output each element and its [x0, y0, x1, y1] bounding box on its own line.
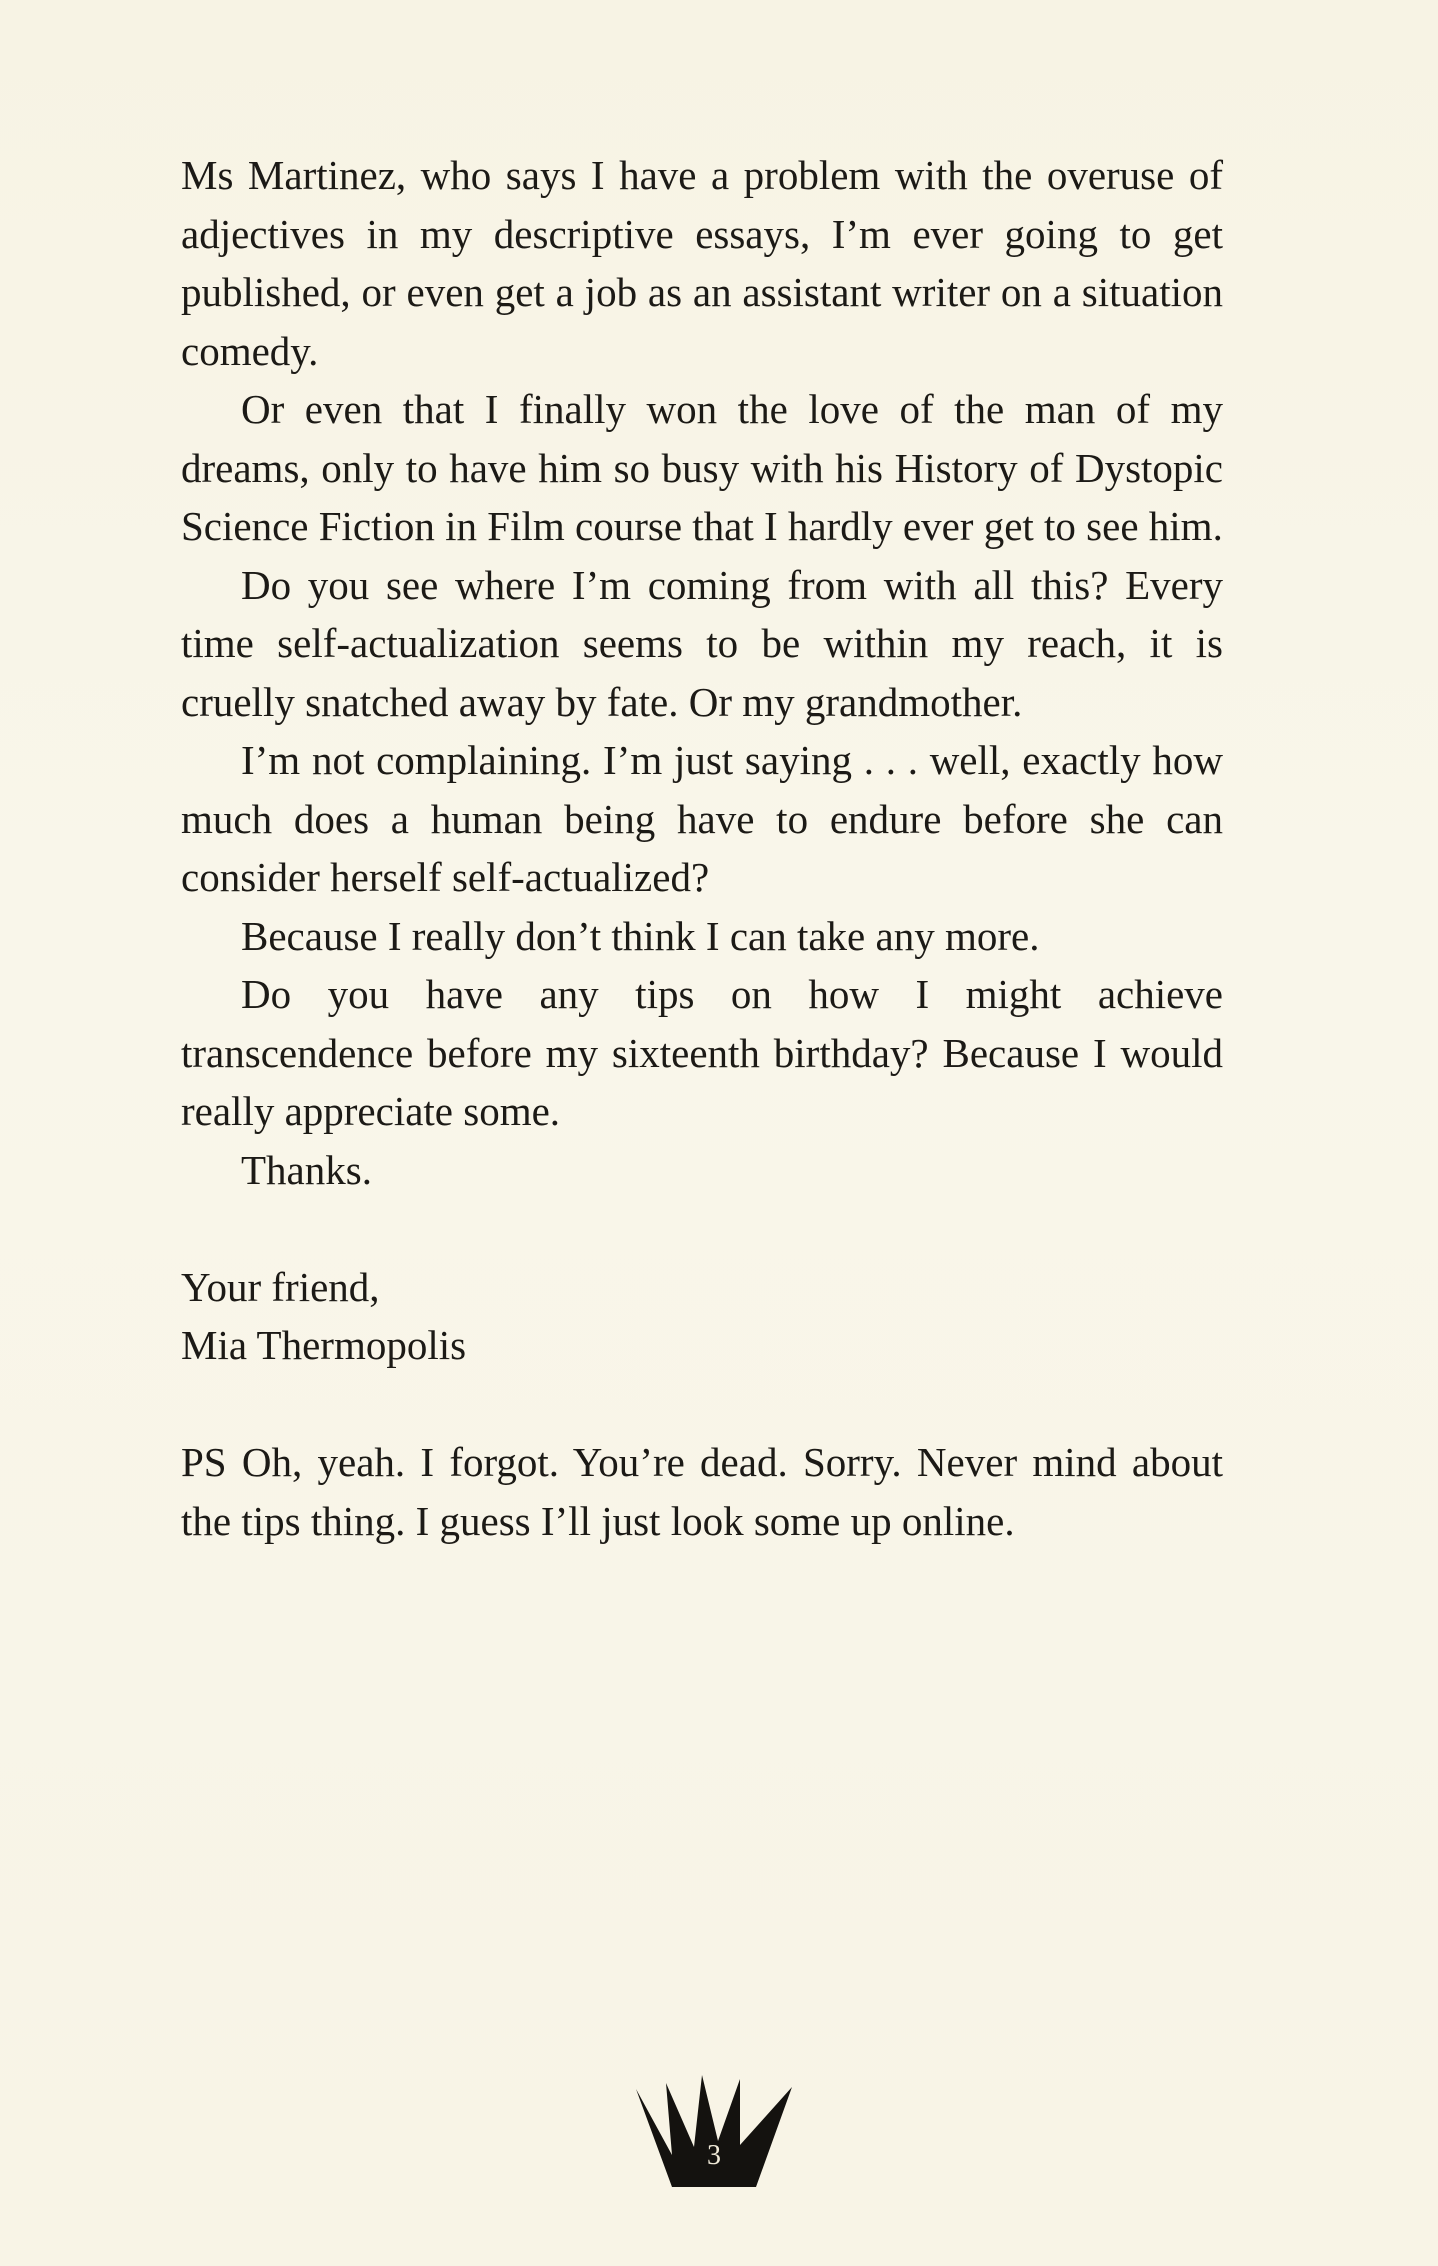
signoff-signature: Mia Thermopolis	[181, 1322, 467, 1368]
paragraph-continued: Ms Martinez, who says I have a problem with the overuse of adjectives in my descriptive essays, I’m ever going to get published, or even get a job as an assistant writer on a situation comedy.	[181, 152, 1223, 374]
paragraph: Or even that I finally won the love of the man of my dreams, only to have him so busy with his History of Dystopic Science Fiction in Film course that I hardly ever get to see him.	[181, 386, 1223, 549]
signoff-closing: Your friend,	[181, 1263, 380, 1310]
spacer	[181, 1199, 1223, 1258]
spacer	[181, 1375, 1223, 1434]
paragraph: I’m not complaining. I’m just saying . . . well, exactly how much does a human being have to endure before she can consider herself self-actualized?	[181, 737, 1223, 900]
page-number: 3	[707, 2140, 721, 2171]
paragraph: Do you see where I’m coming from with all this? Every time self-actualization seems to be within my reach, it is cruelly snatched away by fate. Or my grandmother.	[181, 561, 1223, 725]
crown-icon	[632, 2075, 796, 2195]
postscript: PS Oh, yeah. I forgot. You’re dead. Sorry. Never mind about the tips thing. I guess I’ll just look some up online.	[181, 1439, 1223, 1544]
paragraph: Because I really don’t think I can take any more.	[241, 912, 1040, 959]
letter-body	[181, 146, 1223, 1550]
paragraph: Thanks.	[241, 1146, 372, 1193]
paragraph: Do you have any tips on how I might achieve transcendence before my sixteenth birthday? Because I would really appreciate some.	[181, 971, 1223, 1134]
